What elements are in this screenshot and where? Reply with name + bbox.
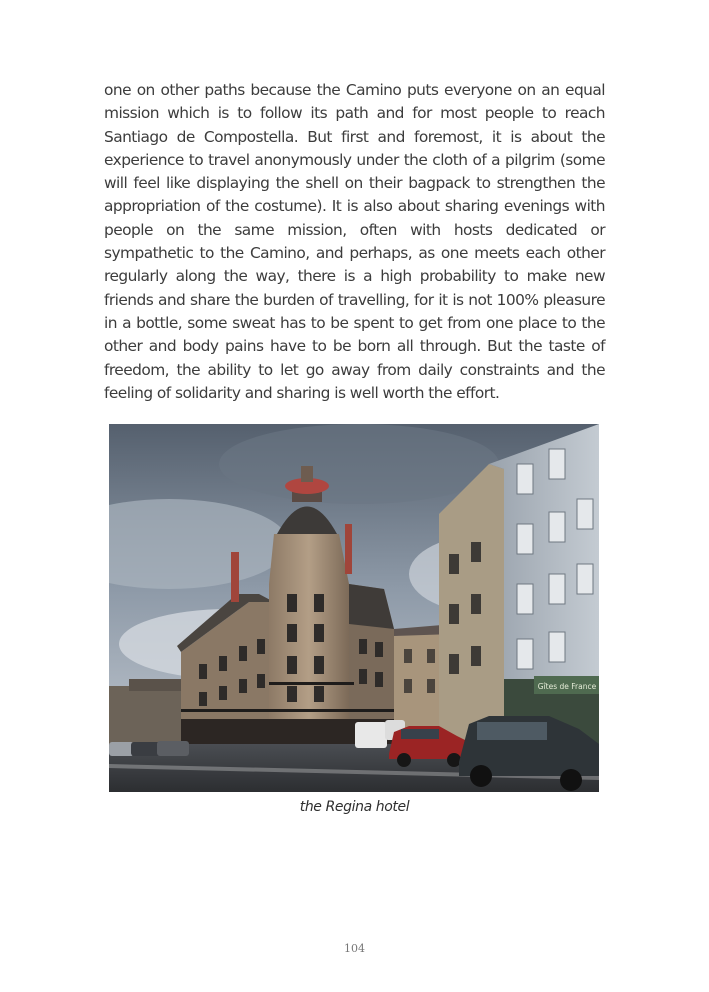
parked-cars-left (109, 741, 189, 756)
body-paragraph: one on other paths because the Camino puts everyone on an equal mission which is to follow its path and for most people to reach Santiago de Compostella. But first and foremost, it is about the experience to travel anonymously under the cloth of a pilgrim (some will feel like displaying the shell on their bagpack to strengthen the appropriation of the costume). It is also about sharing evenings with people on the same mission, often with hosts dedicated or sympathetic to the Camino, and perhaps, as one meets each other regularly along the way, there is a high probability to make new friends and share the burden of travelling, for it is not 100% pleasure in a bottle, some sweat has to be spent to get from one place to the other and body pains have to be born all through. But the taste of freedom, the ability to let go away from daily constraints and the feeling of solidarity and sharing is well worth the effort. (104, 81, 605, 402)
regina-hotel-photo (109, 424, 599, 792)
page-number: 104 (344, 942, 365, 955)
shop-sign: Gîtes de France (537, 682, 597, 691)
low-buildings-left (109, 686, 189, 746)
figure-caption: the Regina hotel (299, 799, 410, 815)
street-scene-illustration (109, 424, 599, 792)
white-van (355, 722, 387, 748)
